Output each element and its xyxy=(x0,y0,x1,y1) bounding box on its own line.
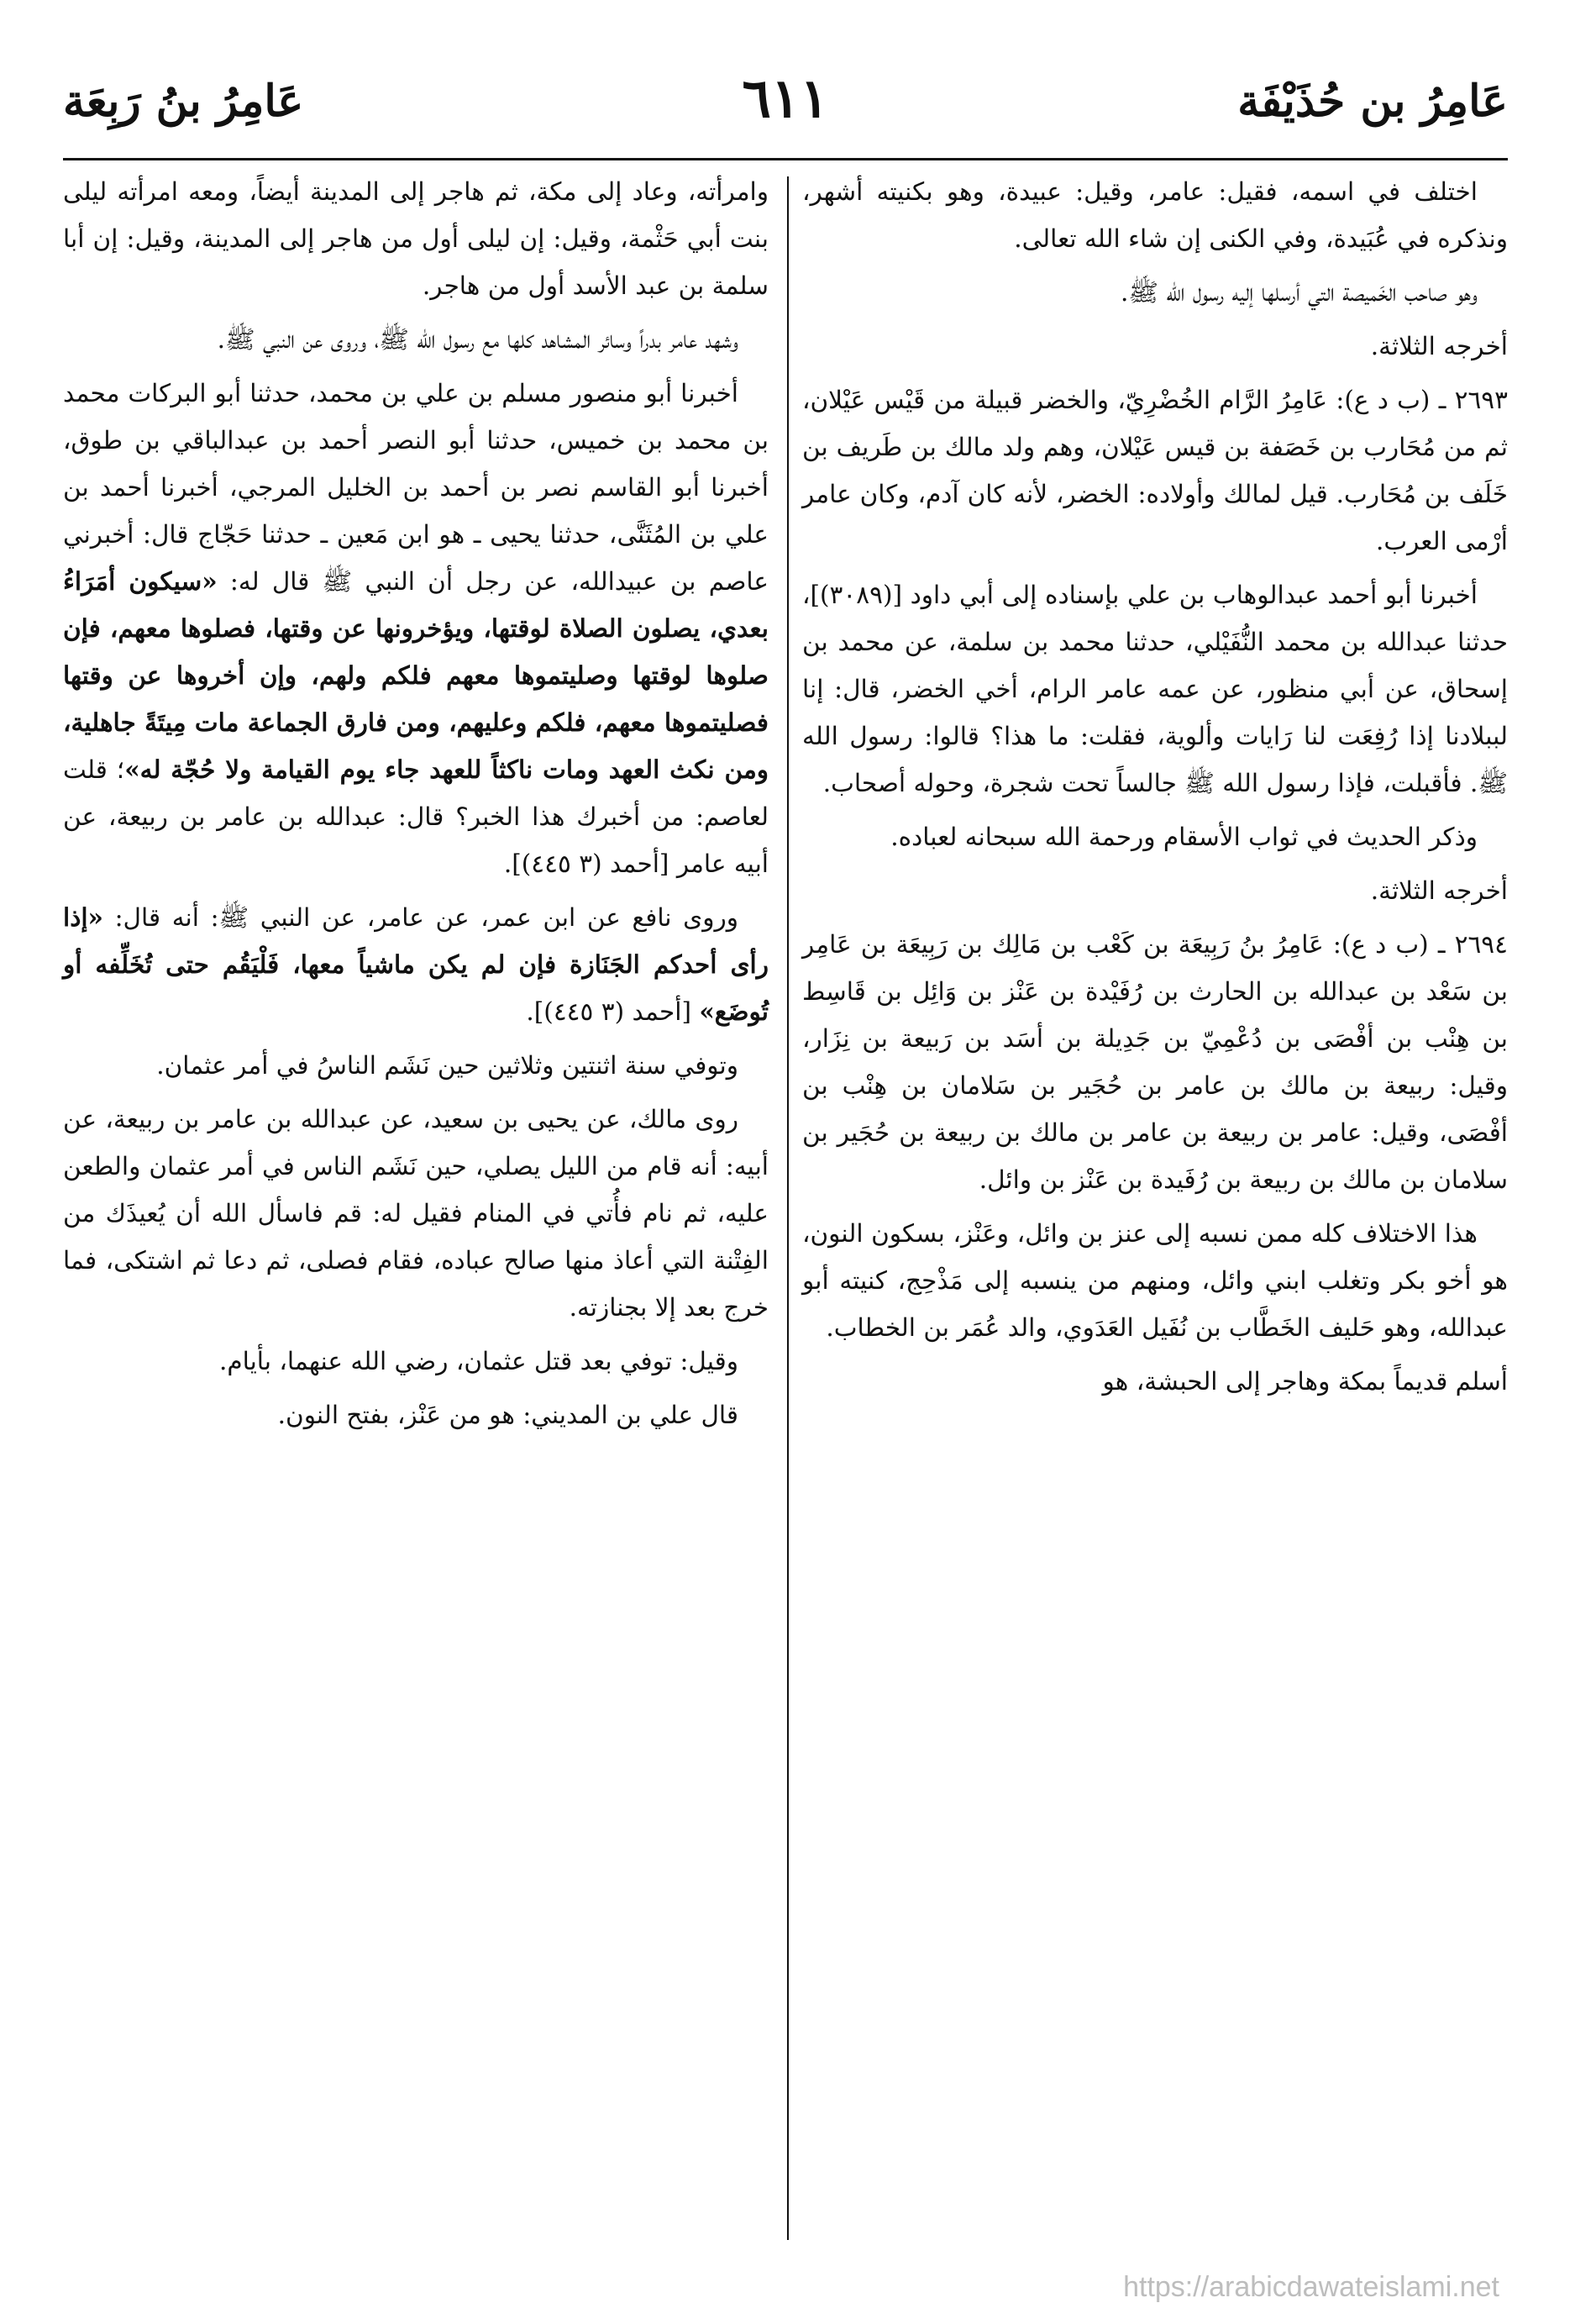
header-rule xyxy=(63,158,1508,160)
paragraph: وهو صاحب الخَميصة التي أرسلها إليه رسول الله ﷺ. xyxy=(1121,278,1478,307)
paragraph: وذكر الحديث في ثواب الأسقام ورحمة الله سبحانه لعباده. xyxy=(890,823,1478,851)
paragraph: وتوفي سنة اثنتين وثلاثين حين نَشَم الناسُ في أمر عثمان. xyxy=(156,1051,738,1080)
paragraph: وقيل: توفي بعد قتل عثمان، رضي الله عنهما، بأيام. xyxy=(218,1347,738,1375)
isnad-text: ؛ قلت لعاصم: من أخبرك هذا الخبر؟ قال: عبدالله بن عامر بن ربيعة، عن أبيه عامر [أحمد (٣ ٤٤٥)]. xyxy=(63,755,769,878)
entry-2694: ٢٦٩٤ ـ (ب د ع): عَامِرُ بنُ رَبِيعَة بن كَعْب بن مَالِك بن رَبِيعَة بن عَامِر بن سَعْد بن عبدالله بن الحارث بن رُفَيْدة بن عَنْز بن وَائِل بن قَاسِط بن هِنْب بن أفْصَى بن دُعْمِيّ بن جَدِيلة بن أسَد بن رَبيعة بن نِزَار، وقيل: ربيعة بن مالك بن عامر بن حُجَير بن سَلامان بن هِنْب بن أفْصَى، وقيل: عامر بن ربيعة بن عامر بن مالك بن ربيعة بن حُجَير بن سلامان بن مالك بن ربيعة بن رُفَيدة بن عَنْز بن وائل. xyxy=(802,930,1508,1194)
paragraph: اختلف في اسمه، فقيل: عامر، وقيل: عبيدة، وهو بكنيته أشهر، ونذكره في عُبَيدة، وفي الكنى إن شاء الله تعالى. xyxy=(802,177,1508,253)
paragraph: قال علي بن المديني: هو من عَنْز، بفتح النون. xyxy=(277,1401,738,1429)
paragraph xyxy=(63,370,769,887)
reference-text: [أحمد (٣ ٤٤٥)]. xyxy=(526,997,700,1026)
paragraph xyxy=(63,894,769,1035)
paragraph: أخرجه الثلاثة. xyxy=(1370,876,1508,905)
paragraph: أسلم قديماً بمكة وهاجر إلى الحبشة، هو xyxy=(1102,1367,1508,1396)
right-column xyxy=(802,168,1508,2274)
running-head-right: عَامِرُ بن حُذَيْفَة xyxy=(1237,76,1508,127)
text-columns xyxy=(63,168,1508,2274)
paragraph: روى مالك، عن يحيى بن سعيد، عن عبدالله بن عامر بن ربيعة، عن أبيه: أنه قام من الليل يصلي، حين نَشَم الناس في أمر عثمان والطعن عليه، ثم نام فأُتي في المنام فقيل له: قم فاسأل الله أن يُعيذَك من الفِتْنة التي أعاذ منها صالح عباده، فقام فصلى، ثم دعا ثم اشتكى، فما خرج بعد إلا بجنازته. xyxy=(63,1105,769,1322)
entry-2693: ٢٦٩٣ ـ (ب د ع): عَامِرُ الرَّام الخُضْرِيّ، والخضر قبيلة من قَيْس عَيْلان، ثم من مُحَارب بن خَصَفة بن قيس عَيْلان، وهم ولد مالك بن طَريف بن خَلَف بن مُحَارب. قيل لمالك وأولاده: الخضر، لأنه كان آدم، وكان عامر أرْمى العرب. xyxy=(802,386,1508,555)
watermark-url: https://arabicdawateislami.net xyxy=(1123,2271,1499,2303)
running-head-left: عَامِرُ بنُ رَبِعَة xyxy=(63,76,304,127)
isnad-text: أخبرنا أبو منصور مسلم بن علي بن محمد، حدثنا أبو البركات محمد بن محمد بن خميس، حدثنا أبو النصر أحمد بن عبدالباقي بن طوق، أخبرنا أبو القاسم نصر بن أحمد بن الخليل المرجي، أخبرنا أحمد بن علي بن المُثَنَّى، حدثنا يحيى ـ هو ابن مَعين ـ حدثنا حَجّاج قال: أخبرني عاصم بن عبيدالله، عن رجل أن النبي ﷺ قال له: xyxy=(63,379,769,596)
hadith-text: «إذا رأى أحدكم الجَنَازة فإن لم يكن ماشياً معها، فَلْيَقُم حتى تُخَلِّفه أو تُوضَع» xyxy=(63,902,769,1026)
isnad-text: وروى نافع عن ابن عمر، عن عامر، عن النبي ﷺ: أنه قال: xyxy=(114,903,738,932)
paragraph: وامرأته، وعاد إلى مكة، ثم هاجر إلى المدينة أيضاً، ومعه امرأته ليلى بنت أبي حَثْمة، وقيل: إن ليلى أول من هاجر إلى المدينة، وقيل: إن أبا سلمة بن عبد الأسد أول من هاجر. xyxy=(63,177,769,300)
page-header xyxy=(63,67,1508,151)
paragraph: هذا الاختلاف كله ممن نسبه إلى عنز بن وائل، وعَنْز، بسكون النون، هو أخو بكر وتغلب ابني وائل، ومنهم من ينسبه إلى مَذْحِج، كنيته أبو عبدالله، وهو حَليف الخَطَّاب بن نُفَيل العَدَوي، والد عُمَر بن الخطاب. xyxy=(802,1219,1508,1342)
column-divider xyxy=(787,176,789,2240)
paragraph: أخرجه الثلاثة. xyxy=(1370,332,1508,360)
page-number: ٦١١ xyxy=(742,67,829,130)
hadith-text: «سيكون أمَرَاءُ بعدي، يصلون الصلاة لوقتها، ويؤخرونها عن وقتها، فصلوها معهم، فإن صلوها لوقتها وصليتموها معهم فلكم ولهم، وإن أخروها عن وقتها فصليتموها معهم، فلكم وعليهم، ومن فارق الجماعة مات مِيتَةً جاهلية، ومن نكث العهد ومات ناكثاً للعهد جاء يوم القيامة ولا حُجّة له» xyxy=(63,566,769,784)
left-column xyxy=(63,168,769,2274)
paragraph: وشهد عامر بدراً وسائر المشاهد كلها مع رسول الله ﷺ، وروى عن النبي ﷺ. xyxy=(217,325,738,354)
paragraph: أخبرنا أبو أحمد عبدالوهاب بن علي بإسناده إلى أبي داود [(٣٠٨٩)]، حدثنا عبدالله بن محمد النُّفَيْلي، حدثنا محمد بن سلمة، عن محمد بن إسحاق، عن أبي منظور، عن عمه عامر الرام، أخي الخضر، قال: إنا لببلادنا إذا رُفِعَت لنا رَايات وألوية، فقلت: ما هذا؟ قالوا: رسول الله ﷺ. فأقبلت، فإذا رسول الله ﷺ جالساً تحت شجرة، وحوله أصحاب. xyxy=(802,581,1508,797)
